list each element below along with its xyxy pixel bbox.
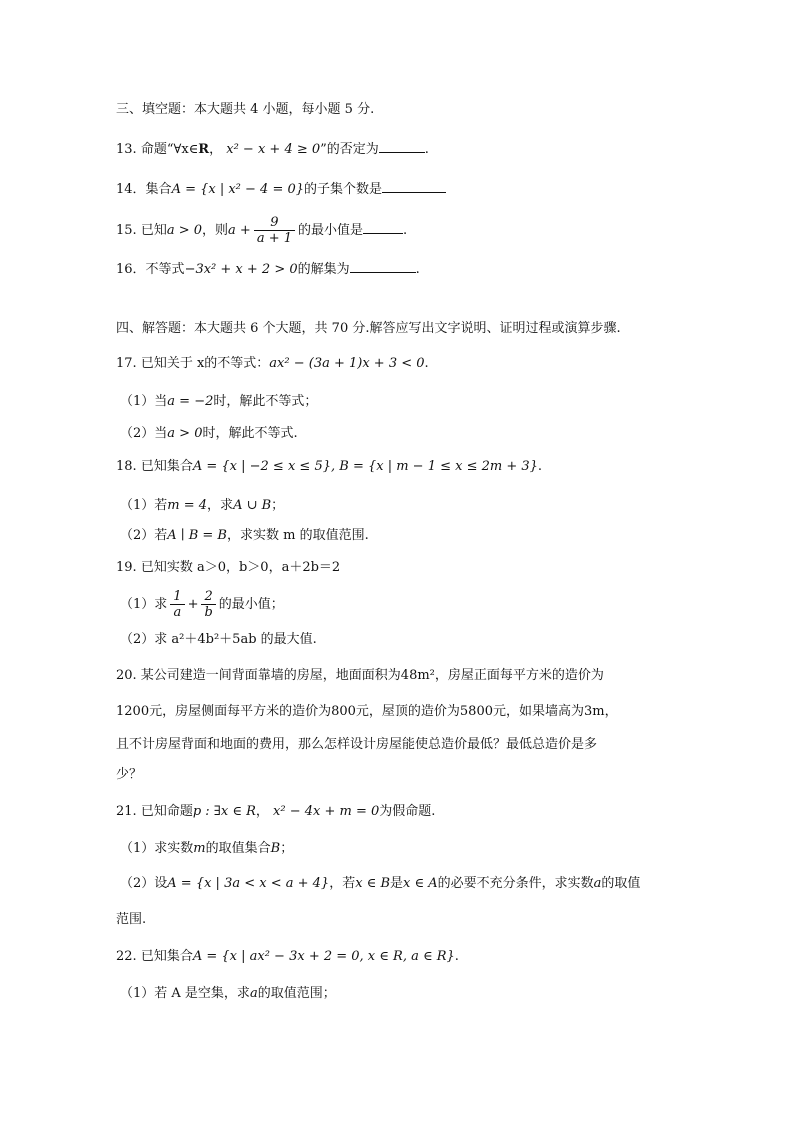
question-22 (116, 948, 459, 966)
q17-number: 17. (116, 356, 137, 371)
q22-number: 22. (116, 949, 137, 964)
q21-p1-var: m (193, 841, 206, 856)
q15-fraction (254, 215, 295, 246)
q22-p1-text: （1）若 A 是空集，求 (120, 986, 250, 1001)
q19-plus: + (187, 597, 199, 612)
q18-p2-text: （2）若 (120, 528, 168, 543)
q21-p2-cond1: x ∈ B (355, 876, 390, 891)
q13-real-set: R (198, 142, 210, 157)
q15-answer-blank (363, 219, 403, 234)
q14-text-a: 集合 (145, 182, 172, 197)
question-19 (116, 559, 340, 577)
question-15 (116, 214, 407, 248)
q18-p2-formula: A ∣ B = B (167, 528, 227, 543)
q21-p2-var: a (593, 876, 602, 891)
q17-part-2 (120, 425, 298, 443)
q19-fraction-2 (201, 589, 215, 620)
q15-number: 15. (116, 223, 137, 238)
q17-p1-formula: a = −2 (167, 394, 214, 409)
q21-text-e: 为假命题. (379, 804, 436, 819)
q17-p2-formula: a > 0 (167, 426, 203, 441)
q21-number: 21. (116, 804, 137, 819)
q20-line-1: 20. 某公司建造一间背面靠墙的房屋，地面面积为48m²，房屋正面每平方米的造价为 (116, 668, 604, 683)
q18-part-1 (120, 497, 284, 515)
q16-answer-blank (350, 258, 416, 273)
q13-text-b: ， (209, 142, 223, 157)
q21-text-c: ， (255, 804, 269, 819)
q15-numerator: 9 (254, 215, 295, 231)
q18-p1-formula: m = 4 (167, 498, 208, 513)
q15-cond: a > 0 (166, 223, 203, 238)
q14-formula: A = {x | x² − 4 = 0} (171, 182, 305, 197)
section-3-title: 三、填空题：本大题共 4 小题，每小题 5 分. (116, 102, 375, 117)
q13-text-a: 命题“∀x∈ (140, 142, 199, 157)
question-17 (116, 355, 429, 373)
q17-p1-text: （1）当 (120, 394, 168, 409)
q21-p2-text-i: 的取值 (601, 876, 641, 891)
q21-p2-text-g: 的必要不充分条件，求实数 (437, 876, 594, 891)
q21-p1-set: B (270, 841, 281, 856)
q21-p2-text-e: 是 (390, 876, 404, 891)
q19-f2-numerator: 2 (201, 589, 215, 605)
q19-fraction-1 (170, 589, 184, 620)
q15-text-c: ，则 (202, 223, 229, 238)
q21-part-1 (120, 840, 293, 858)
q13-number: 13. (116, 142, 137, 157)
q13-text-d: ”的否定为 (320, 142, 379, 157)
question-16 (116, 258, 420, 279)
q21-p1-text-c: 的取值集合 (205, 841, 271, 856)
q14-number: 14． (116, 182, 146, 197)
q21-p2-text-c: ，若 (329, 876, 356, 891)
q16-text-c: 的解集为 (297, 262, 350, 277)
question-14 (116, 178, 446, 199)
q15-text-a: 已知 (140, 223, 167, 238)
q18-part-2 (120, 527, 369, 545)
question-13 (116, 138, 429, 159)
q20-line-4: 少？ (116, 767, 143, 782)
q22-text-a: 已知集合 (140, 949, 193, 964)
q19-f2-denominator: b (204, 605, 213, 620)
q19-f1-denominator: a (173, 605, 182, 620)
q17-formula: ax² − (3a + 1)x + 3 < 0 (269, 356, 425, 371)
q22-text-c: . (454, 949, 459, 964)
q17-p1-text-c: 时，解此不等式； (213, 394, 318, 409)
q13-answer-blank (379, 138, 425, 153)
q13-text-e: . (424, 142, 429, 157)
q21-formula: x² − 4x + m = 0 (273, 804, 380, 819)
q15-text-e: 的最小值是 (298, 223, 364, 238)
question-18 (116, 458, 542, 476)
q13-formula: x² − x + 4 ≥ 0 (226, 142, 321, 157)
q18-p2-text-c: ，求实数 m 的取值范围. (226, 528, 369, 543)
q21-p1-text: （1）求实数 (120, 841, 194, 856)
q16-text-a: 不等式 (145, 262, 185, 277)
q19-f1-numerator: 1 (170, 589, 184, 605)
q22-p1-text-c: 的取值范围； (257, 986, 336, 1001)
q22-formula: A = {x | ax² − 3x + 2 = 0, x ∈ R, a ∈ R} (192, 949, 455, 964)
q18-text-a: 已知集合 (140, 459, 193, 474)
q15-text-f: . (403, 223, 408, 238)
q21-p2-cond2: x ∈ A (403, 876, 438, 891)
q15-denominator: a + 1 (256, 231, 293, 246)
q17-p2-text-c: 时，解此不等式. (202, 426, 298, 441)
q18-text-c: . (537, 459, 543, 474)
q17-text-c: . (424, 356, 429, 371)
q21-text-a: 已知命题 (140, 804, 193, 819)
section-4-title: 四、解答题：本大题共 6 个大题，共 70 分.解答应写出文字说明、证明过程或演算步骤. (116, 321, 621, 336)
q18-p1-text: （1）若 (120, 498, 168, 513)
q22-part-1 (120, 985, 336, 1003)
q20-line-3: 且不计房屋背面和地面的费用，那么怎样设计房屋能使总造价最低？最低总造价是多 (116, 737, 598, 752)
q18-p1-text-e: ； (271, 498, 285, 513)
q18-formula: A = {x | −2 ≤ x ≤ 5}, B = {x | m − 1 ≤ x ≤ 2m + 3} (192, 459, 538, 474)
q17-text-a: 已知关于 x的不等式： (140, 356, 270, 371)
q17-p2-text: （2）当 (120, 426, 168, 441)
q19-part-1 (120, 588, 284, 622)
q20-line-2: 1200元，房屋侧面每平方米的造价为800元，屋顶的造价为5800元，如果墙高为3m， (116, 704, 618, 719)
q16-text-d: . (415, 262, 420, 277)
q18-number: 18. (116, 459, 137, 474)
q16-formula: −3x² + x + 2 > 0 (184, 262, 298, 277)
q14-text-c: 的子集个数是 (304, 182, 383, 197)
q19-number: 19. (116, 560, 137, 575)
q19-p1-text-b: 的最小值； (218, 597, 284, 612)
q19-part-2: （2）求 a²＋4b²＋5ab 的最大值. (120, 632, 317, 647)
q18-p1-text-c: ，求 (207, 498, 234, 513)
q21-part-2-cont: 范围. (116, 912, 147, 927)
q19-text: 已知实数 a＞0，b＞0，a＋2b＝2 (140, 560, 341, 575)
q21-p1-text-e: ； (280, 841, 294, 856)
q21-p2-set: A = {x | 3a < x < a + 4} (167, 876, 330, 891)
q18-p1-union: A ∪ B (233, 498, 272, 513)
q21-p2-text: （2）设 (120, 876, 168, 891)
q17-part-1 (120, 393, 317, 411)
q21-prop: p : ∃x ∈ R (192, 804, 256, 819)
q21-part-2 (120, 875, 640, 893)
q22-p1-var: a (249, 986, 258, 1001)
q19-p1-text: （1）求 (120, 597, 168, 612)
q16-number: 16． (116, 262, 146, 277)
question-21 (116, 803, 435, 821)
q14-answer-blank (382, 178, 446, 193)
q15-expr: a + (228, 223, 251, 238)
